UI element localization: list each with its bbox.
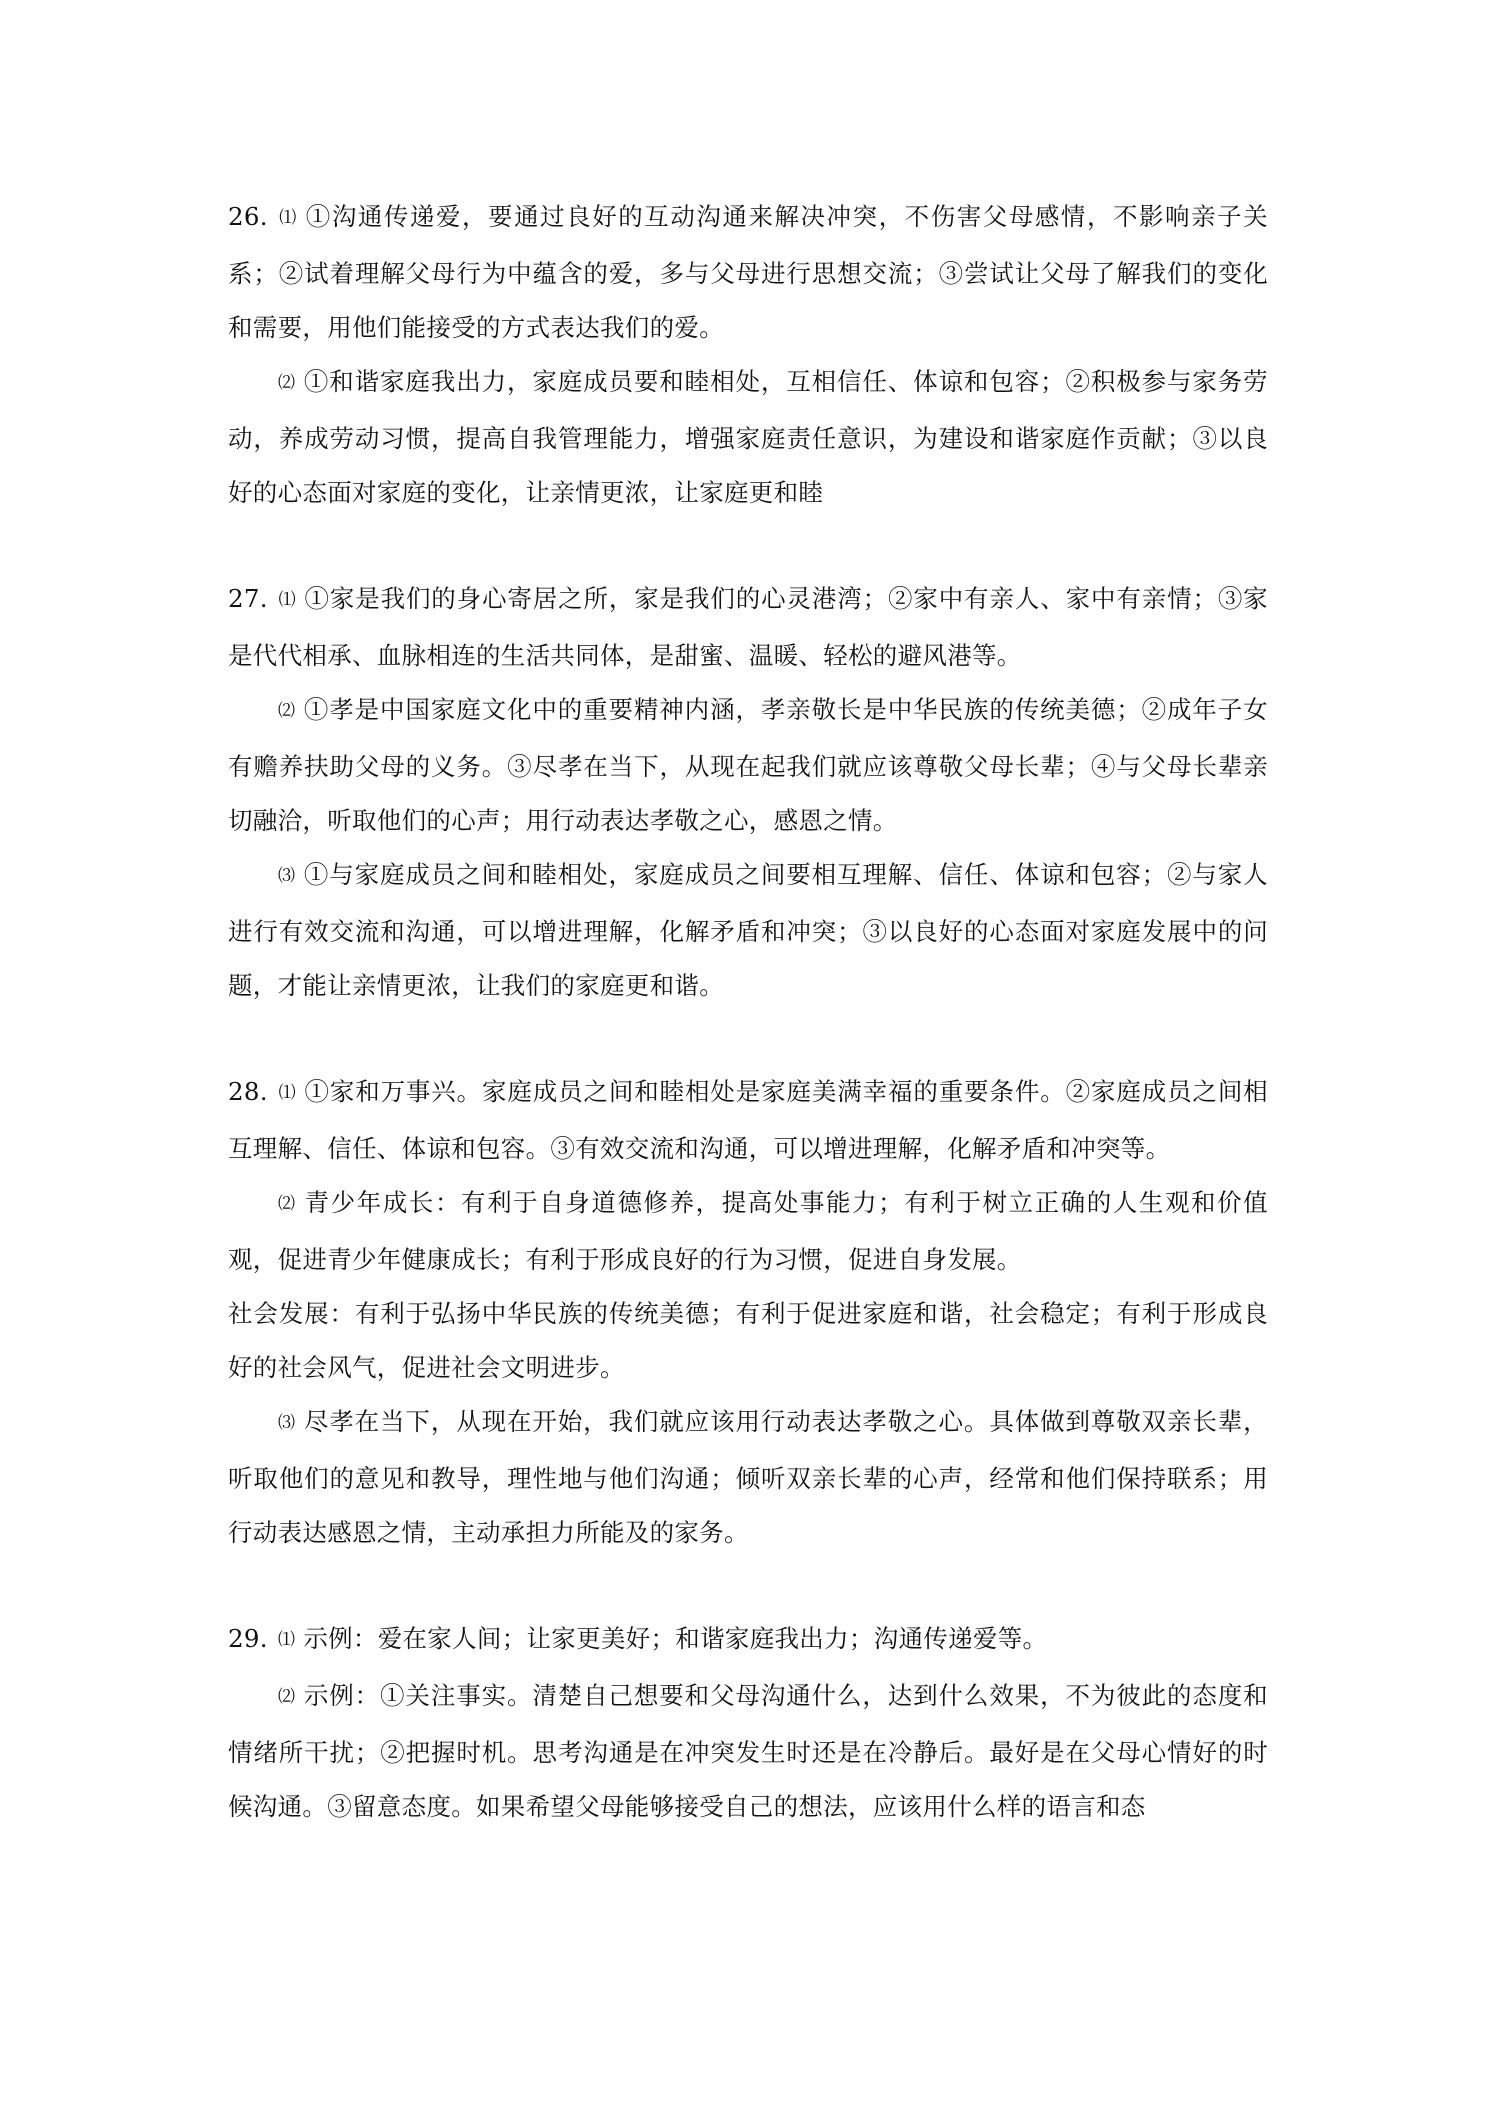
question-number: 28. <box>228 1077 268 1106</box>
answer-text: 示例：①关注事实。清楚自己想要和父母沟通什么，达到什么效果，不为彼此的态度和情绪所干扰；②把握时机。思考沟通是在冲突发生时还是在冷静后。最好是在父母心情好的时候沟通。③留意态度。如果希望父母能够接受自己的想法，应该用什么样的语言和态 <box>228 1681 1268 1821</box>
question-28-part-2 <box>228 1176 1268 1287</box>
question-29 <box>228 1612 1268 1834</box>
answer-text: ①孝是中国家庭文化中的重要精神内涵，孝亲敬长是中华民族的传统美德；②成年子女有赡养扶助父母的义务。③尽孝在当下，从现在起我们就应该尊敬父母长辈；④与父母长辈亲切融洽，听取他们的心声；用行动表达孝敬之心，感恩之情。 <box>228 695 1268 835</box>
question-number: 29. <box>228 1624 268 1653</box>
question-28 <box>228 1065 1268 1560</box>
answer-text: 社会发展：有利于弘扬中华民族的传统美德；有利于促进家庭和谐，社会稳定；有利于形成良好的社会风气，促进社会文明进步。 <box>228 1299 1268 1382</box>
part-marker: ⑵ <box>278 1194 297 1214</box>
question-27-part-2 <box>228 683 1268 848</box>
answer-text: 青少年成长：有利于自身道德修养，提高处事能力；有利于树立正确的人生观和价值观，促进青少年健康成长；有利于形成良好的行为习惯，促进自身发展。 <box>228 1188 1268 1274</box>
part-marker: ⑶ <box>278 866 296 886</box>
part-marker: ⑴ <box>278 208 298 228</box>
question-27-part-1 <box>228 572 1268 683</box>
question-26 <box>228 190 1268 520</box>
question-26-part-1 <box>228 190 1268 355</box>
part-marker: ⑴ <box>278 1630 296 1650</box>
answer-text: 尽孝在当下，从现在开始，我们就应该用行动表达孝敬之心。具体做到尊敬双亲长辈，听取他们的意见和教导，理性地与他们沟通；倾听双亲长辈的心声，经常和他们保持联系；用行动表达感恩之情，主动承担力所能及的家务。 <box>228 1407 1268 1547</box>
question-number: 26. <box>228 202 268 231</box>
part-marker: ⑴ <box>278 1083 297 1103</box>
question-28-part-1 <box>228 1065 1268 1176</box>
question-26-part-2 <box>228 355 1268 520</box>
part-marker: ⑵ <box>278 1687 296 1707</box>
question-28-social-development <box>228 1287 1268 1395</box>
part-marker: ⑵ <box>278 701 296 721</box>
answer-content <box>228 190 1268 1834</box>
question-29-part-1 <box>228 1612 1268 1669</box>
answer-text: 示例：爱在家人间；让家更美好；和谐家庭我出力；沟通传递爱等。 <box>303 1624 1048 1653</box>
answer-text: ①和谐家庭我出力，家庭成员要和睦相处，互相信任、体谅和包容；②积极参与家务劳动，养成劳动习惯，提高自我管理能力，增强家庭责任意识，为建设和谐家庭作贡献；③以良好的心态面对家庭的变化，让亲情更浓，让家庭更和睦 <box>228 367 1268 507</box>
answer-text: ①与家庭成员之间和睦相处，家庭成员之间要相互理解、信任、体谅和包容；②与家人进行有效交流和沟通，可以增进理解，化解矛盾和冲突；③以良好的心态面对家庭发展中的问题，才能让亲情更浓，让我们的家庭更和谐。 <box>228 860 1268 1000</box>
answer-text: ①家是我们的身心寄居之所，家是我们的心灵港湾；②家中有亲人、家中有亲情；③家是代代相承、血脉相连的生活共同体，是甜蜜、温暖、轻松的避风港等。 <box>228 584 1268 670</box>
answer-text: ①沟通传递爱，要通过良好的互动沟通来解决冲突，不伤害父母感情，不影响亲子关系；②试着理解父母行为中蕴含的爱，多与父母进行思想交流；③尝试让父母了解我们的变化和需要，用他们能接受的方式表达我们的爱。 <box>228 202 1268 342</box>
question-number: 27. <box>228 584 268 613</box>
part-marker: ⑵ <box>278 373 296 393</box>
answer-text: ①家和万事兴。家庭成员之间和睦相处是家庭美满幸福的重要条件。②家庭成员之间相互理解、信任、体谅和包容。③有效交流和沟通，可以增进理解，化解矛盾和冲突等。 <box>228 1077 1268 1163</box>
part-marker: ⑶ <box>278 1413 296 1433</box>
question-29-part-2 <box>228 1669 1268 1834</box>
question-27 <box>228 572 1268 1013</box>
question-28-part-3 <box>228 1395 1268 1560</box>
part-marker: ⑴ <box>278 590 297 610</box>
question-27-part-3 <box>228 848 1268 1013</box>
